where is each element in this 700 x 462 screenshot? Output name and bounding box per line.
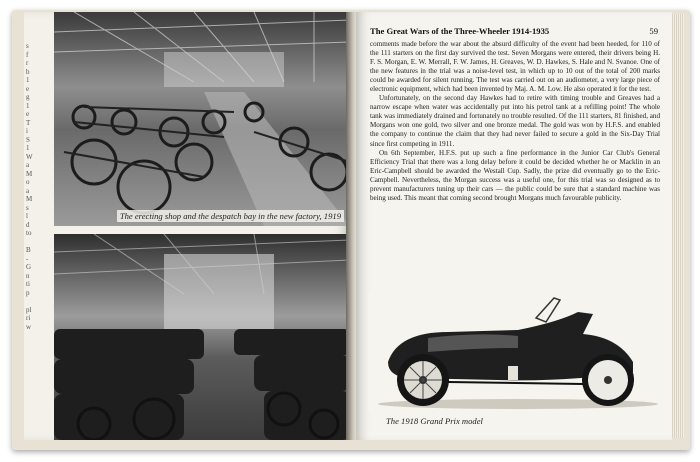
factory-photo-top-graphic [54,12,350,226]
despatch-bay-photo [54,234,350,440]
page-number: 59 [649,26,658,36]
right-page [356,12,672,440]
paragraph: comments made before the war about the absurd difficulty of the event had been heeded, for 110 of the 111 starters on the first day survived the test. Seven Morgans were entered, their drivers being H. F. S. Morgan, E. W. Merrall, F. W. James, H. Greaves, W. D. Hawkes, S. Hale and N. Svanoe. One of the new features in the trial was a noise-level test, in which up to 10 out of the total of 200 marks could be awarded for silent running. The test was carried out on an audiometer, a very large piece of electronic equipment, which had been invented by Maj. A. M. Low. He also operated it for the test. [370,40,660,94]
facing-page-text-fragments: s f r b 1 e g 1 e T i S 1 W a M o a M s l d to B - G n ti p pl ri w [26,42,33,331]
paragraph: Unfortunately, on the second day Hawkes had to retire with timing trouble and Greaves had a narrow escape when water was accidentally put into his petrol tank at a refilling point! The whole tank was immediately drained and fortunately no trouble resulted. Of the 111 starters, 81 finished, and Morgans won one gold, two silver and one bronze medal. The gold was won by H.F.S. and enabled the company to continue the claim that they had never failed to secure a gold in the Six-Day Trial since first competing in 1911. [370,94,660,148]
grand-prix-model-photo [368,292,658,412]
photo-caption-factory: The erecting shop and the despatch bay in the new factory, 1919 [117,210,344,222]
paragraph: On 6th September, H.F.S. put up such a fine performance in the Junior Car Club's General Efficiency Trial that there was a long delay before it could be decided whether he or Macklin in an Eric-Campbell should be awarded the Westall Cup. Sadly, the prize did eventually go to the Eric-Campbell. Nevertheless, the Morgan success was a useful one, for this trial was so designed as to prevent manufacturers tuning up their cars — the public could be sure that a standard machine was being used. This meant that coming second brought Morgans much favourable publicity. [370,148,660,202]
three-wheeler-car-graphic [368,292,658,412]
factory-erecting-shop-photo [54,12,350,226]
factory-photo-bottom-graphic [54,234,350,440]
left-page [24,12,350,440]
body-text [370,40,660,203]
running-head: The Great Wars of the Three-Wheeler 1914-1935 [370,26,550,36]
car-photo-caption: The 1918 Grand Prix model [386,416,483,426]
page-edges [672,14,684,438]
